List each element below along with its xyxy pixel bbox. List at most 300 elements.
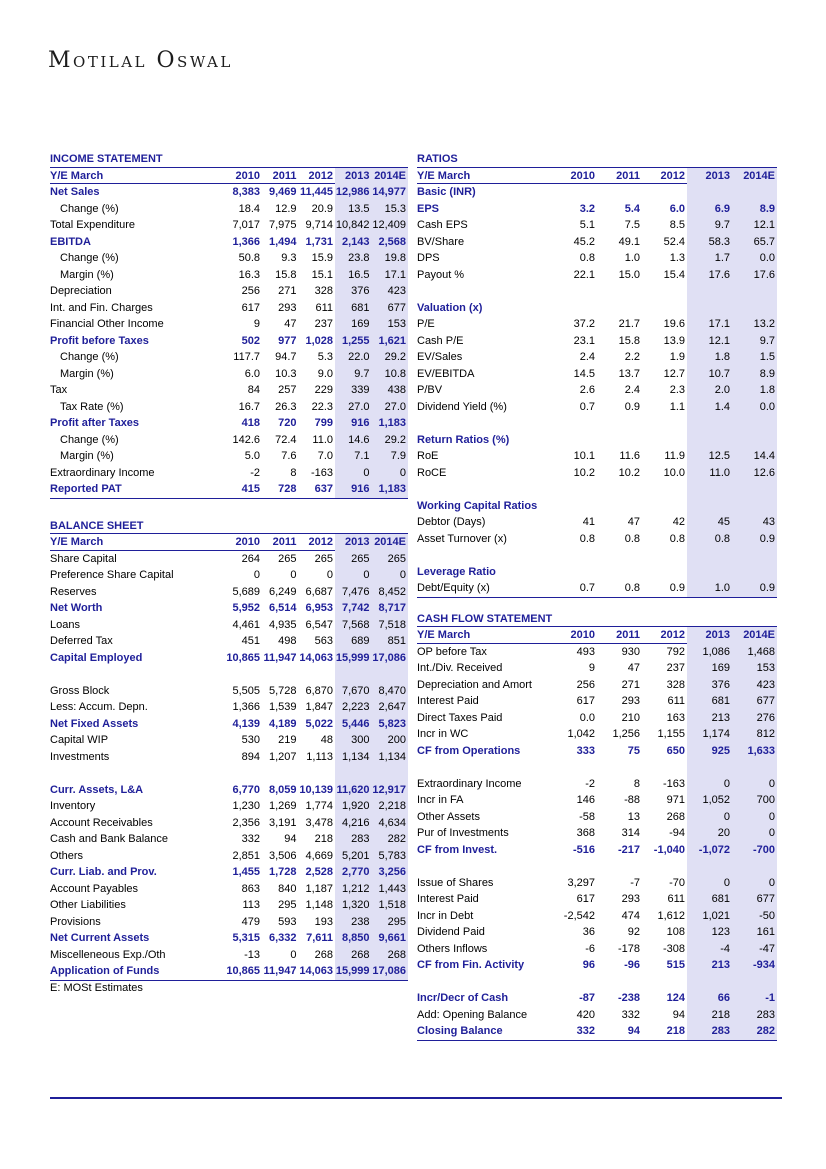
cell-value: 283 [335,831,372,848]
cell-value: 14.4 [732,448,777,465]
table-row [50,551,408,568]
table-row [417,267,777,284]
cell-value: 6,953 [305,602,333,614]
cell-value [687,547,732,564]
cell-value: 15,999 [335,963,372,980]
table-row [50,600,408,617]
row-label: CF from Invest. [417,843,498,856]
cell-value: 611 [315,301,333,314]
row-label [417,858,552,875]
cell-value: -2 [585,777,595,790]
cell-value: 10.7 [687,366,732,383]
cell-value: 812 [732,726,777,743]
cell-value: 0.9 [624,400,640,413]
brand-logo: Motilal Oswal [48,48,233,73]
cell-value: 271 [621,678,640,691]
table-row [50,250,408,267]
cell-value [552,858,597,875]
cell-value: -1,072 [687,842,732,859]
cell-value [372,765,409,782]
cell-value [597,184,642,201]
table-title: INCOME STATEMENT [50,152,408,168]
estimates-footnote: E: MOSt Estimates [50,981,143,994]
cell-value [642,300,687,317]
cell-value: 96 [582,959,595,971]
cell-value: -96 [624,959,640,971]
cell-value: 10.2 [573,466,595,479]
cell-value: 11.0 [312,433,333,446]
cell-value: 22.3 [311,400,333,413]
cell-value: 0 [335,567,372,584]
header-year: 2013 [335,534,372,551]
header-year: 2013 [335,168,372,185]
cell-value: 6,514 [268,602,297,614]
cell-value [687,498,732,515]
cell-value: 0.8 [624,532,640,545]
header-year: 2010 [226,168,263,185]
cell-value: 5,952 [232,602,260,614]
row-label: Margin (%) [60,367,114,380]
cell-value: 11.9 [664,450,685,462]
cell-value: 27.0 [335,399,372,416]
cell-value: 256 [576,678,595,691]
cell-value: 200 [372,732,409,749]
row-label: Pur of Investments [417,827,509,839]
row-label: Depreciation and Amort [417,678,532,691]
header-year: 2012 [642,168,687,185]
cell-value [552,184,597,201]
table-row [50,666,408,683]
cell-value [642,547,687,564]
row-label: Tax [50,384,68,396]
cell-value: 10.2 [618,466,640,479]
cell-value: 10.1 [573,450,595,462]
cell-value: 0.0 [579,711,595,724]
cell-value: 5,201 [335,848,372,865]
cell-value: 5,689 [232,585,260,598]
row-label: Financial Other Income [50,318,164,330]
table-row [417,693,777,710]
table-row [50,448,408,465]
table-row [417,974,777,991]
cell-value: 6,547 [305,618,333,631]
row-label: Reported PAT [50,483,122,495]
cell-value [732,184,777,201]
cell-value: 84 [247,384,260,396]
row-label: Net Fixed Assets [50,717,139,730]
row-label: EBITDA [50,235,91,248]
cell-value [687,184,732,201]
cell-value: -700 [732,842,777,859]
row-label: EV/EBITDA [417,367,475,380]
table-row [50,283,408,300]
cell-value: 10,865 [226,965,260,977]
table-row [50,930,408,947]
row-label: Profit before Taxes [50,334,149,347]
cell-value: 17.1 [372,267,409,284]
cell-value: 14,063 [299,965,333,977]
cell-value: 8 [633,777,640,790]
cell-value: 328 [666,678,685,691]
cell-value: 26.3 [275,400,297,413]
cell-value: 265 [278,552,297,565]
row-label: Other Assets [417,810,480,823]
cell-value: 238 [335,914,372,931]
cell-value: 7.6 [281,450,297,462]
cell-value [552,564,597,581]
cell-value [687,858,732,875]
table-row [50,366,408,383]
cell-value: 9.7 [335,366,372,383]
cell-value: 293 [278,301,297,314]
cell-value: 0 [253,569,260,581]
cell-value: 493 [576,645,595,658]
table-title: RATIOS [417,152,777,168]
table-row [417,366,777,383]
cell-value: 8,850 [335,930,372,947]
cell-value: 1,148 [305,899,333,911]
cell-value [642,759,687,776]
header-year: 2012 [642,627,687,644]
cell-value: 12,986 [335,184,372,201]
cell-value: 333 [576,744,595,757]
cell-value: 681 [335,300,372,317]
cell-value: -178 [617,942,640,955]
cell-value: 10,139 [299,783,333,796]
cell-value: 650 [666,744,685,757]
cell-value: 29.2 [372,432,409,449]
table-row [417,333,777,350]
cell-value: 451 [241,635,260,647]
cell-value [642,415,687,432]
row-label: Working Capital Ratios [417,499,538,512]
table-row [50,584,408,601]
cell-value [552,300,597,317]
cell-value: -50 [732,908,777,925]
cell-value: 9.0 [317,367,333,380]
cell-value: 0 [687,809,732,826]
cell-value: -7 [630,876,640,889]
cell-value [226,666,263,683]
table-row [417,759,777,776]
table-title: CASH FLOW STATEMENT [417,612,777,628]
row-label: Int./Div. Received [417,662,503,674]
row-label: DPS [417,252,440,264]
row-label: Issue of Shares [417,876,494,889]
table-row [50,963,408,980]
cell-value: 314 [621,827,640,839]
income-statement-table [50,152,408,499]
cell-value: 2,356 [232,816,260,829]
row-label: Cash EPS [417,219,468,231]
table-row [50,716,408,733]
row-label [417,547,552,564]
cell-value [687,564,732,581]
cell-value: 52.4 [663,235,685,248]
cell-value: 611 [667,695,685,707]
cell-value: 22.1 [573,268,595,281]
header-year: 2010 [552,627,597,644]
table-row [417,1023,777,1040]
table-row [50,683,408,700]
cell-value: 332 [241,833,260,845]
cell-value [732,547,777,564]
row-label: CF from Operations [417,744,521,757]
cell-value: 840 [278,882,297,895]
cell-value: 9 [253,318,260,330]
row-label: CF from Fin. Activity [417,959,525,971]
cell-value: 161 [732,924,777,941]
table-row [417,990,777,1007]
header-year: 2010 [226,534,263,551]
cell-value: 498 [278,635,297,647]
table-row [417,891,777,908]
cell-value: 4,139 [232,717,260,730]
table-row [417,514,777,531]
cell-value: 7.1 [335,448,372,465]
row-label: Interest Paid [417,695,479,707]
cell-value: 27.0 [372,399,409,416]
table-row [50,782,408,799]
row-label: Tax Rate (%) [60,400,124,413]
table-row [50,815,408,832]
cell-value: 700 [732,792,777,809]
header-year: 2010 [552,168,597,185]
table-row [417,1007,777,1024]
cell-value: 0 [732,809,777,826]
cell-value: 4,189 [268,717,297,730]
table-row [417,842,777,859]
cell-value: 17,086 [372,963,409,980]
table-header-row [417,168,777,185]
table-row [417,547,777,564]
cell-value: 295 [278,899,297,911]
cell-value: 8.5 [669,219,685,231]
cell-value: 295 [372,914,409,931]
cell-value [552,974,597,991]
cell-value: -163 [662,777,685,790]
cell-value: 293 [621,893,640,905]
table-row [50,897,408,914]
cell-value: 728 [278,483,297,495]
cell-value: -4 [687,941,732,958]
cell-value [642,184,687,201]
cell-value: 50.8 [238,252,260,264]
cell-value: -934 [732,957,777,974]
balance-sheet-table [50,519,408,981]
cell-value: 268 [335,947,372,964]
cell-value: 2.4 [624,384,640,396]
cell-value: 5.3 [317,351,333,363]
cell-value: 930 [621,645,640,658]
table-row [417,465,777,482]
cell-value: 23.1 [573,334,595,347]
cell-value: 8,383 [232,186,260,198]
cell-value: 22.0 [335,349,372,366]
table-row [50,201,408,218]
cell-value [732,759,777,776]
row-label: Extraordinary Income [50,466,155,479]
cell-value: 4,216 [335,815,372,832]
cell-value [732,300,777,317]
cell-value: 4,461 [232,618,260,631]
cell-value: 19.6 [663,318,685,330]
cell-value: 0.9 [732,580,777,597]
cell-value: 15.9 [311,252,333,264]
table-row [417,792,777,809]
row-label: Investments [50,750,110,763]
cell-value: 6,770 [232,783,260,796]
cell-value: 6,332 [268,932,297,944]
cell-value: 0 [687,776,732,793]
cell-value: 0 [290,569,297,581]
cell-value: 3.2 [579,202,595,215]
table-row [417,677,777,694]
cell-value: 1,539 [268,701,297,713]
table-row [417,234,777,251]
row-label [417,415,552,432]
cell-value: 282 [372,831,409,848]
row-label [417,481,552,498]
cell-value: 7.0 [317,450,333,462]
cell-value: 265 [372,551,409,568]
cell-value: 15.1 [311,268,333,281]
cell-value [597,300,642,317]
header-label: Y/E March [417,627,552,644]
header-year: 2011 [262,168,299,185]
cell-value: 617 [576,893,595,905]
cell-value: 8,717 [372,600,409,617]
cell-value: 7,975 [268,219,297,231]
cell-value: 1,183 [372,415,409,432]
cell-value: 502 [241,334,260,347]
header-year: 2012 [299,534,336,551]
table-row [50,831,408,848]
row-label: P/BV [417,384,443,396]
row-label: Others Inflows [417,942,488,955]
table-row [50,864,408,881]
cell-value: 7,518 [372,617,409,634]
cell-value: 1,134 [335,749,372,766]
cell-value: 1,366 [232,701,260,713]
cell-value: 1.4 [687,399,732,416]
cell-value: 218 [314,833,333,845]
row-label: Payout % [417,268,465,281]
cell-value: 2,851 [232,849,260,862]
cell-value: 617 [241,301,260,314]
cell-value: 36 [582,926,595,938]
header-year: 2011 [597,627,642,644]
cell-value: 368 [576,827,595,839]
row-label: Dividend Paid [417,926,485,938]
cell-value: 257 [278,384,297,396]
cell-value: 9,469 [268,186,297,198]
cell-value: 5.4 [624,202,640,215]
cell-value: 94.7 [275,351,297,363]
cell-value: 1,320 [335,897,372,914]
cell-value: 12.7 [663,367,685,380]
header-year: 2014E [732,627,777,644]
cell-value [597,415,642,432]
row-label [50,765,226,782]
table-row [50,300,408,317]
cell-value: 593 [278,915,297,928]
cell-value: 0.0 [732,399,777,416]
cell-value: 8,470 [372,683,409,700]
cell-value: 689 [335,633,372,650]
cell-value: 153 [732,660,777,677]
cell-value: 47 [284,318,297,330]
table-row [417,564,777,581]
cell-value: 916 [335,415,372,432]
row-label: OP before Tax [417,645,487,658]
header-year: 2013 [687,627,732,644]
row-label: Less: Accum. Depn. [50,701,148,713]
cell-value: 213 [687,710,732,727]
cell-value: 265 [314,552,333,565]
cell-value: 2,647 [372,699,409,716]
cell-value [732,481,777,498]
row-label: Capital Employed [50,651,143,664]
cell-value [226,765,263,782]
table-row [50,617,408,634]
cell-value: 23.8 [335,250,372,267]
cell-value: 7,568 [335,617,372,634]
cell-value: 339 [335,382,372,399]
row-label: Basic (INR) [417,186,476,198]
cell-value: 0 [290,948,297,961]
cell-value: 108 [666,926,685,938]
cell-value: 15.3 [372,201,409,218]
cell-value: 611 [667,893,685,905]
cell-value: 10.8 [372,366,409,383]
cell-value: 423 [732,677,777,694]
cell-value: 9,714 [305,219,333,231]
cell-value [335,666,372,683]
row-label: Valuation (x) [417,301,483,314]
table-row [417,825,777,842]
cell-value: 423 [372,283,409,300]
cell-value: -13 [244,948,260,961]
cell-value: 9,661 [372,930,409,947]
cell-value: 218 [687,1007,732,1024]
cell-value: 3,297 [567,876,595,889]
cell-value: 0 [732,776,777,793]
cell-value: 12.1 [687,333,732,350]
cell-value: 1,621 [372,333,409,350]
table-row [417,858,777,875]
cell-value: 1,230 [232,800,260,812]
cell-value: 1,494 [268,235,297,248]
cell-value: 15.0 [618,268,640,281]
cell-value: 971 [666,794,685,806]
cell-value: 142.6 [232,433,260,446]
cell-value: 1,518 [372,897,409,914]
cell-value: 530 [241,734,260,746]
cell-value: 15.8 [618,334,640,347]
cell-value: 637 [314,483,333,495]
cell-value: 213 [687,957,732,974]
table-header-row [417,627,777,644]
cell-value: 0.0 [732,250,777,267]
cell-value: 1,021 [687,908,732,925]
cell-value [552,481,597,498]
row-label: Incr/Decr of Cash [417,992,509,1004]
table-row [417,415,777,432]
cell-value: 9.3 [281,252,297,264]
cell-value: 41 [582,516,595,528]
cell-value: 5,022 [305,717,333,730]
